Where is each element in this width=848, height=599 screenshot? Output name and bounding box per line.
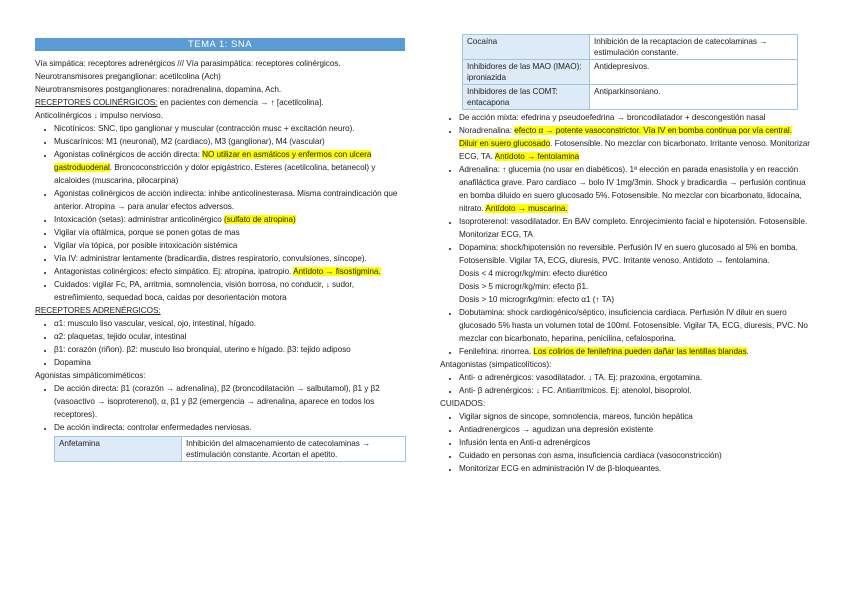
table-cell-key: Inhibidores de las MAO (IMAO): iproniazida	[463, 60, 590, 85]
cuidados-list	[440, 410, 812, 475]
list-item: • α2: plaquetas, tejido ocular, intestinal	[54, 330, 405, 343]
table-row	[463, 60, 798, 85]
highlight: efecto α → potente vasoconstrictor. Vía IV en bomba continua por vía central. Diluir en suero glucosado	[459, 126, 792, 148]
list-item	[54, 239, 405, 252]
agonists-list	[35, 382, 405, 434]
table-row	[55, 437, 406, 462]
antagonists-heading: Antagonistas (simpaticolíticos):	[440, 360, 552, 369]
item-text: Agonistas colinérgicos de acción indirecta: inhibe anticolinesterasa. Misma contraindicación que anterior. Atropina → para anular efectos adversos.	[54, 189, 398, 211]
intro-line: Neurotransmisores postganglionares: noradrenalina, dopamina, Ach.	[35, 85, 282, 94]
list-item: • Antiadrenergicos → agudizan una depresión existente	[459, 423, 812, 436]
sympathomimetics-list-2	[440, 306, 812, 358]
intro-line: Vía simpática: receptores adrenérgicos /// Vía parasimpática: receptores colinérgicos.	[35, 59, 341, 68]
adrenergic-list	[35, 317, 405, 369]
table-cell-key: Cocaína	[463, 35, 590, 60]
item-text: De acción mixta: efedrina y pseudoefedrina → broncodilatador + descongestión nasal	[459, 113, 766, 122]
list-item	[459, 215, 812, 241]
table-cell-key: Anfetamina	[55, 437, 182, 462]
item-text: Antagonistas colinérgicos: efecto simpático. Ej: atropina, ipatropio.	[54, 267, 294, 276]
list-item	[54, 226, 405, 239]
list-item	[459, 163, 812, 215]
item-text: . Broncoconstricción y dolor epigástrico. Esteres (acetilcolina, betanecol) y alcaloides (muscarina, pilocarpina)	[54, 163, 376, 185]
list-item	[459, 306, 812, 345]
table-cell-value: Antidepresivos.	[590, 60, 798, 85]
cholinergic-heading-rest: en pacientes con demencia → ↑ [acetilcolina].	[157, 98, 324, 107]
list-item: • Cuidado en personas con asma, insuficiencia cardiaca (vasoconstricción)	[459, 449, 812, 462]
dosis-block	[440, 267, 812, 306]
sympathomimetics-list	[440, 111, 812, 267]
adrenergic-heading: RECEPTORES ADRENÉRGICOS:	[35, 306, 161, 315]
list-item: • De acción directa: β1 (corazón → adrenalina), β2 (broncodilatación → salbutamol), β1 y β2 (vasoactivo → isoproterenol), α, β1 y β2 (emergencia → adrenalina, aparece en todos los receptores).	[54, 382, 405, 421]
antagonists-list	[440, 371, 812, 397]
item-text: Fenilefrina: rinorrea.	[459, 347, 534, 356]
highlight: NO utilizar en asmáticos y enfermos con ulcera gastroduodenal	[54, 150, 372, 172]
list-item: • α1: musculo liso vascular, vesical, ojo, intestinal, hígado.	[54, 317, 405, 330]
item-text: Intoxicación (setas): administrar anticolinérgico	[54, 215, 224, 224]
item-text: Adrenalina: ↑ glucemia (no usar en diabéticos). 1ª elección en parada enasistolia y en reacción anafiláctica grave. Paro cardiaco → bolo IV 1mg/3min. Shock y bradicardia → perfusión continua en bomba diluido en suero glucosado 5%. Fotosensible. No mezclar con bicarbonato, lidocaína, nitrato.	[459, 165, 806, 213]
list-item	[54, 213, 405, 226]
list-item: • Monitorizar ECG en administración IV de β-bloqueantes.	[459, 462, 812, 475]
list-item	[54, 278, 405, 304]
indirect-agonists-table-cont	[462, 34, 798, 110]
list-item: • De acción indirecta: controlar enfermedades nerviosas.	[54, 421, 405, 434]
highlight: (sulfato de atropina)	[223, 215, 296, 224]
list-item: • Dopamina	[54, 356, 405, 369]
item-text: Vía IV: administrar lentamente (bradicardia, distres respiratorio, convulsiones, síncope).	[54, 254, 367, 263]
item-text: Isoproterenol: vasodilatador. En BAV completo. Enrojecimiento facial e hipotensión. Fotosensible. Monitorizar ECG, TA	[459, 217, 808, 239]
item-text: Vigilar vía tópica, por posible intoxicación sistémica	[54, 241, 238, 250]
list-item	[54, 135, 405, 148]
dosis-line: Dosis < 4 microgr/kg/min: efecto diurético	[459, 269, 608, 278]
list-item	[459, 124, 812, 163]
anticholinergic-note: Anticolinérgicos ↓ impulso nervioso.	[35, 111, 163, 120]
item-text: Muscarínicos: M1 (neuronal), M2 (cardiaco), M3 (ganglionar), M4 (vascular)	[54, 137, 325, 146]
highlight: Antídoto → fentolamina	[494, 152, 580, 161]
list-item: • β1: corazón (riñon). β2: musculo liso bronquial, uterino e hígado. β3: tejido adiposo	[54, 343, 405, 356]
list-item: • Anti- α adrenérgicos: vasodilatador. ↓ TA. Ej: prazoxina, ergotamina.	[459, 371, 812, 384]
item-text: . Fotosensible. No mezclar con bicarbonato. Irritante venoso. Monitorizar ECG, TA.	[459, 139, 810, 161]
highlight: Antídoto → muscarina.	[485, 204, 568, 213]
list-item	[54, 265, 405, 278]
table-cell-value: Inhibición del almacenamiento de catecolaminas → estimulación constante. Acortan el apetito.	[182, 437, 406, 462]
cholinergic-list	[35, 122, 405, 304]
item-text: Cuidados: vigilar Fc, PA, arritmia, somnolencia, visión borrosa, no conducir, ↓ sudor, estreñimiento, sequedad boca, caídas por desorientación motora	[54, 280, 354, 302]
list-item	[459, 241, 812, 267]
item-text: Dopamina: shock/hipotensión no reversible. Perfusión IV en suero glucosado al 5% en bomba. Fotosensible. Vigilar TA, ECG, diuresis, PVC. Irritante venoso. Antídoto → fentolamina.	[459, 243, 798, 265]
item-text: Noradrenalina:	[459, 126, 515, 135]
table-row	[463, 85, 798, 110]
item-text: Nicotínicos: SNC, tipo ganglionar y muscular (contracción musc + excitación neuro).	[54, 124, 355, 133]
list-item: • Anti- β adrenérgicos: ↓ FC. Antiarritmicos. Ej: atenolol, bisoprolol.	[459, 384, 812, 397]
list-item	[54, 122, 405, 135]
page-title: TEMA 1: SNA	[35, 38, 405, 51]
item-text: Vigilar vía oftálmica, porque se ponen gotas de mas	[54, 228, 240, 237]
table-row	[463, 35, 798, 60]
highlight: Antídoto → fisostigmina.	[293, 267, 381, 276]
list-item: • Fenilefrina: rinorrea. Los colirios de fenilefrina pueden dañar las lentillas blandas.	[459, 345, 812, 358]
list-item: • Vigilar signos de sincope, somnolencia, mareos, función hepática	[459, 410, 812, 423]
dosis-line: Dosis > 5 microgr/kg/min: efecto β1.	[459, 282, 589, 291]
right-column	[440, 34, 812, 475]
list-item	[459, 111, 812, 124]
cholinergic-heading: RECEPTORES COLINÉRGICOS:	[35, 98, 158, 107]
list-item	[54, 252, 405, 265]
agonists-heading: Agonistas simpáticomiméticos:	[35, 371, 146, 380]
list-item	[54, 187, 405, 213]
table-cell-key: Inhibidores de las COMT: entacapona	[463, 85, 590, 110]
cholinergic-heading-line	[35, 96, 405, 109]
table-cell-value: Antiparkinsoniano.	[590, 85, 798, 110]
dosis-line: Dosis > 10 microgr/kg/min: efecto α1 (↑ TA)	[459, 295, 615, 304]
table-cell-value: Inhibición de la recaptacion de catecolaminas → estimulación constante.	[590, 35, 798, 60]
left-column	[35, 38, 405, 462]
list-item	[54, 148, 405, 187]
item-text: Dobutamina: shock cardiogénico/séptico, insuficiencia cardiaca. Perfusión IV diluir en suero glucosado 5% hasta un volumen total de 100ml. Fotosensible. Vigilar TA, ECG, diuresis, PVC. No mezclar con bicarbonato, heparina, penicilina, cefalosporina.	[459, 308, 808, 343]
intro-line: Neurotransmisores preganglionar: acetilcolina (Ach)	[35, 72, 221, 81]
item-text: Agonistas colinérgicos de acción directa:	[54, 150, 203, 159]
list-item: • Infusión lenta en Anti-α adrenérgicos	[459, 436, 812, 449]
indirect-agonists-table	[54, 436, 406, 462]
cuidados-heading: CUIDADOS:	[440, 399, 486, 408]
highlight: Los colirios de fenilefrina pueden dañar las lentillas blandas	[533, 347, 747, 356]
